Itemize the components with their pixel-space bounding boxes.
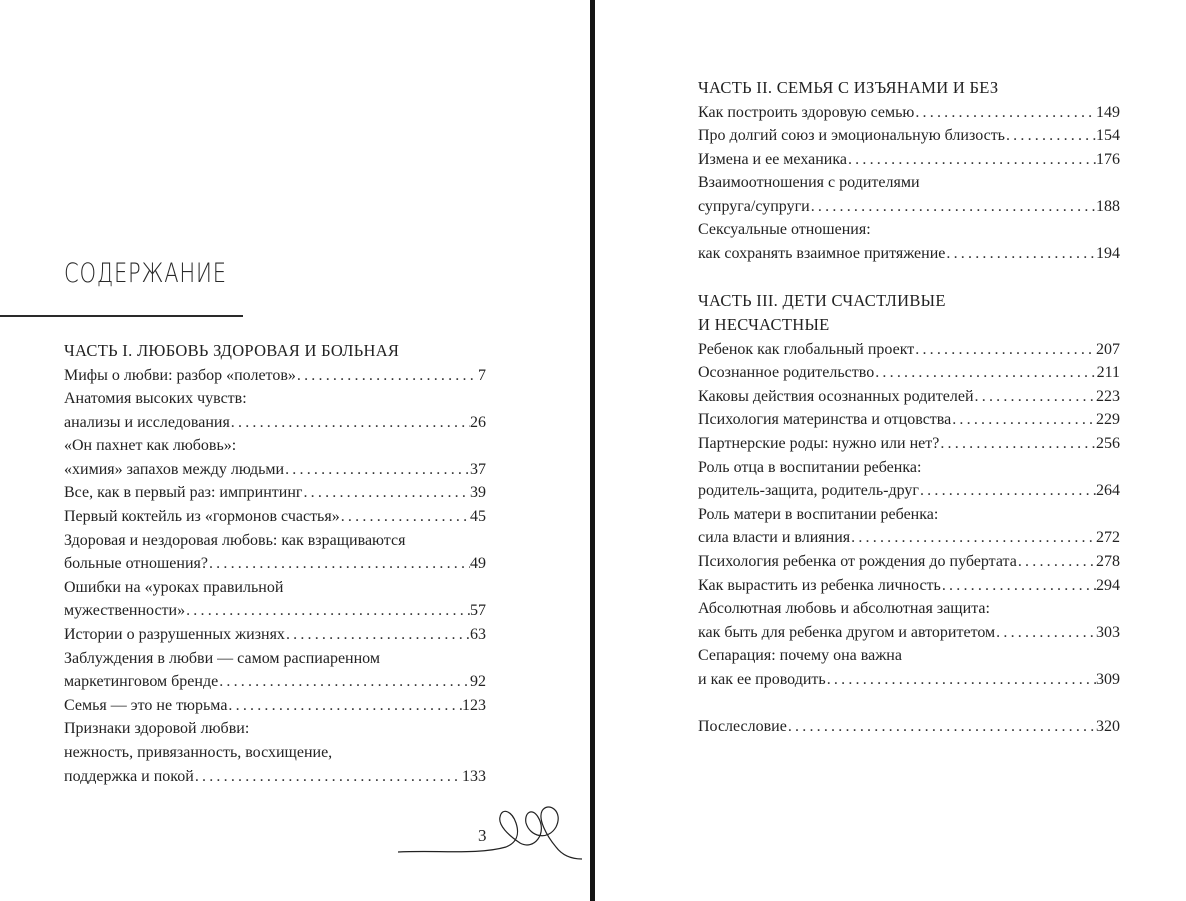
toc-entry-title: Семья — это не тюрьма bbox=[64, 696, 228, 714]
toc-entry-page: 26 bbox=[470, 413, 486, 431]
toc-entry-title: Послесловие bbox=[698, 717, 787, 735]
toc-entry-page: 229 bbox=[1096, 411, 1120, 429]
page-number: 3 bbox=[478, 826, 487, 845]
toc-entry-title: Психология материнства и отцовства bbox=[698, 411, 952, 429]
title-rule bbox=[0, 315, 243, 317]
toc-entry[interactable] bbox=[698, 668, 1120, 692]
toc-entry-title-line: Заблуждения в любви — самом распиаренном bbox=[64, 649, 380, 667]
toc-entry-page: 309 bbox=[1096, 670, 1120, 688]
dot-leader bbox=[296, 364, 478, 388]
part-3-entries bbox=[698, 338, 1120, 692]
toc-entry-title: Истории о разрушенных жизнях bbox=[64, 626, 285, 644]
toc-entry-page: 123 bbox=[462, 696, 486, 714]
part-2-entries bbox=[698, 101, 1120, 266]
dot-leader bbox=[1017, 550, 1096, 574]
toc-entry[interactable] bbox=[698, 361, 1120, 385]
toc-entry-page: 264 bbox=[1096, 482, 1120, 500]
toc-entry-title: Ребенок как глобальный проект bbox=[698, 340, 915, 358]
dot-leader bbox=[847, 148, 1096, 172]
toc-entry-page: 176 bbox=[1096, 150, 1120, 168]
part-3-title-line2: И НЕСЧАСТНЫЕ bbox=[698, 315, 830, 335]
toc-entry-page: 320 bbox=[1096, 717, 1120, 735]
toc-entry[interactable] bbox=[698, 479, 1120, 503]
dot-leader bbox=[302, 481, 470, 505]
hearts-ornament-icon bbox=[398, 795, 588, 865]
toc-entry-title: «химия» запахов между людьми bbox=[64, 460, 285, 478]
dot-leader bbox=[941, 574, 1096, 598]
toc-entry-title: супруга/супруги bbox=[698, 197, 810, 215]
toc-entry-title-line: Здоровая и нездоровая любовь: как взращиваются bbox=[64, 531, 406, 549]
toc-entry[interactable] bbox=[698, 338, 1120, 362]
dot-leader bbox=[914, 338, 1096, 362]
toc-entry-page: 303 bbox=[1096, 623, 1120, 641]
toc-entry-title: Измена и ее механика bbox=[698, 150, 847, 168]
dot-leader bbox=[995, 621, 1096, 645]
toc-entry-title: как быть для ребенка другом и авторитетом bbox=[698, 623, 996, 641]
toc-entry-title: Психология ребенка от рождения до пубертата bbox=[698, 553, 1017, 570]
toc-entry[interactable] bbox=[64, 623, 486, 647]
dot-leader bbox=[340, 505, 470, 529]
toc-entry[interactable] bbox=[698, 574, 1120, 598]
toc-entry-page: 194 bbox=[1096, 245, 1120, 263]
toc-entry-title: сила власти и влияния bbox=[698, 529, 851, 547]
dot-leader bbox=[919, 479, 1096, 503]
toc-entry-title: маркетинговом бренде bbox=[64, 673, 219, 691]
dot-leader bbox=[874, 361, 1096, 385]
toc-entry[interactable] bbox=[698, 385, 1120, 409]
toc-entry-page: 37 bbox=[470, 460, 486, 478]
toc-entry-page: 223 bbox=[1096, 387, 1120, 405]
dot-leader bbox=[284, 458, 470, 482]
toc-entry-page: 154 bbox=[1096, 127, 1120, 145]
toc-right-column bbox=[698, 76, 1120, 738]
part-3-title-line1: ЧАСТЬ III. ДЕТИ СЧАСТЛИВЫЕ bbox=[698, 290, 946, 310]
toc-entry-title: Партнерские роды: нужно или нет? bbox=[698, 435, 940, 453]
toc-entry[interactable] bbox=[698, 124, 1120, 148]
toc-entry-page: 188 bbox=[1096, 197, 1120, 215]
toc-entry[interactable] bbox=[698, 621, 1120, 645]
toc-entry[interactable] bbox=[698, 550, 1120, 574]
toc-entry[interactable] bbox=[698, 526, 1120, 550]
toc-entry-title: Каковы действия осознанных родителей bbox=[698, 387, 974, 405]
toc-entry-title-line: Взаимоотношения с родителями bbox=[698, 174, 920, 192]
toc-entry-title-line: Роль отца в воспитании ребенка: bbox=[698, 458, 922, 476]
toc-entry[interactable] bbox=[64, 481, 486, 505]
toc-left-column bbox=[64, 339, 486, 788]
dot-leader bbox=[1005, 124, 1096, 148]
dot-leader bbox=[227, 694, 462, 718]
toc-entry-page: 272 bbox=[1096, 529, 1120, 547]
toc-entry-title-line: Признаки здоровой любви: bbox=[64, 720, 250, 738]
dot-leader bbox=[939, 432, 1096, 456]
toc-entry-title-line: нежность, привязанность, восхищение, bbox=[64, 744, 333, 761]
book-spine bbox=[590, 0, 595, 901]
dot-leader bbox=[218, 670, 470, 694]
toc-entry-title: Как построить здоровую семью bbox=[698, 103, 915, 121]
toc-entry-page: 7 bbox=[478, 366, 486, 384]
toc-entry[interactable] bbox=[698, 195, 1120, 219]
toc-entry-page: 63 bbox=[470, 626, 486, 644]
toc-entry-title: Мифы о любви: разбор «полетов» bbox=[64, 366, 296, 384]
toc-entry[interactable] bbox=[698, 101, 1120, 125]
toc-entry[interactable] bbox=[64, 694, 486, 718]
toc-entry-title: больные отношения? bbox=[64, 555, 208, 573]
toc-entry[interactable] bbox=[64, 458, 486, 482]
dot-leader bbox=[185, 599, 470, 623]
dot-leader bbox=[914, 101, 1096, 125]
toc-entry-page: 278 bbox=[1096, 553, 1120, 570]
toc-entry-title: как сохранять взаимное притяжение bbox=[698, 245, 946, 263]
toc-entry-title: Осознанное родительство bbox=[698, 364, 875, 382]
toc-entry-title-line: Ошибки на «уроках правильной bbox=[64, 578, 284, 596]
dot-leader bbox=[945, 242, 1096, 266]
dot-leader bbox=[787, 715, 1096, 739]
toc-entry-page: 45 bbox=[470, 508, 486, 526]
part-1-title: ЧАСТЬ I. ЛЮБОВЬ ЗДОРОВАЯ И БОЛЬНАЯ bbox=[64, 341, 400, 360]
toc-entry-title: Все, как в первый раз: импринтинг bbox=[64, 484, 303, 502]
dot-leader bbox=[208, 552, 470, 576]
toc-entry-afterword[interactable] bbox=[698, 715, 1120, 739]
toc-entry[interactable] bbox=[64, 599, 486, 623]
toc-entry-title-line: Анатомия высоких чувств: bbox=[64, 390, 247, 408]
toc-entry[interactable] bbox=[698, 242, 1120, 266]
toc-entry-title: Про долгий союз и эмоциональную близость bbox=[698, 127, 1005, 145]
toc-entry-page: 294 bbox=[1096, 576, 1120, 594]
toc-entry-page: 57 bbox=[470, 602, 486, 620]
part-1-entries bbox=[64, 364, 486, 789]
toc-entry-title-line: Роль матери в воспитании ребенка: bbox=[698, 505, 939, 523]
toc-entry-title: Первый коктейль из «гормонов счастья» bbox=[64, 508, 340, 526]
dot-leader bbox=[974, 385, 1096, 409]
page-title: СОДЕРЖАНИЕ bbox=[64, 258, 227, 289]
toc-entry[interactable] bbox=[64, 765, 486, 789]
toc-entry-page: 211 bbox=[1096, 364, 1120, 382]
toc-entry[interactable] bbox=[64, 364, 486, 388]
part-2-title: ЧАСТЬ II. СЕМЬЯ С ИЗЪЯНАМИ И БЕЗ bbox=[698, 78, 999, 97]
dot-leader bbox=[850, 526, 1096, 550]
toc-entry[interactable] bbox=[64, 505, 486, 529]
toc-entry[interactable] bbox=[64, 552, 486, 576]
toc-entry-page: 92 bbox=[470, 673, 486, 691]
dot-leader bbox=[194, 765, 462, 789]
toc-entry-title-line: Абсолютная любовь и абсолютная защита: bbox=[698, 600, 990, 618]
toc-entry-title: поддержка и покой bbox=[64, 767, 194, 785]
toc-entry-title: родитель-защита, родитель-друг bbox=[698, 482, 919, 500]
toc-entry[interactable] bbox=[698, 148, 1120, 172]
toc-entry-page: 256 bbox=[1096, 435, 1120, 453]
toc-entry-page: 149 bbox=[1096, 103, 1120, 121]
dot-leader bbox=[810, 195, 1096, 219]
toc-entry-title-line: Сексуальные отношения: bbox=[698, 221, 871, 239]
toc-entry-title-line: «Он пахнет как любовь»: bbox=[64, 437, 237, 455]
toc-entry-title-line: Сепарация: почему она важна bbox=[698, 647, 902, 665]
toc-entry[interactable] bbox=[64, 411, 486, 435]
toc-entry-title: мужественности» bbox=[64, 602, 186, 620]
toc-entry[interactable] bbox=[698, 408, 1120, 432]
toc-entry-page: 39 bbox=[470, 484, 486, 502]
toc-entry-title: анализы и исследования bbox=[64, 413, 230, 431]
toc-entry[interactable] bbox=[64, 670, 486, 694]
dot-leader bbox=[951, 408, 1096, 432]
dot-leader bbox=[826, 668, 1096, 692]
toc-entry[interactable] bbox=[698, 432, 1120, 456]
dot-leader bbox=[230, 411, 470, 435]
toc-entry-page: 49 bbox=[470, 555, 486, 573]
toc-entry-title: и как ее проводить bbox=[698, 670, 826, 688]
toc-entry-page: 133 bbox=[462, 767, 486, 785]
toc-entry-page: 207 bbox=[1096, 340, 1120, 358]
dot-leader bbox=[285, 623, 470, 647]
toc-entry-title: Как вырастить из ребенка личность bbox=[698, 576, 941, 594]
